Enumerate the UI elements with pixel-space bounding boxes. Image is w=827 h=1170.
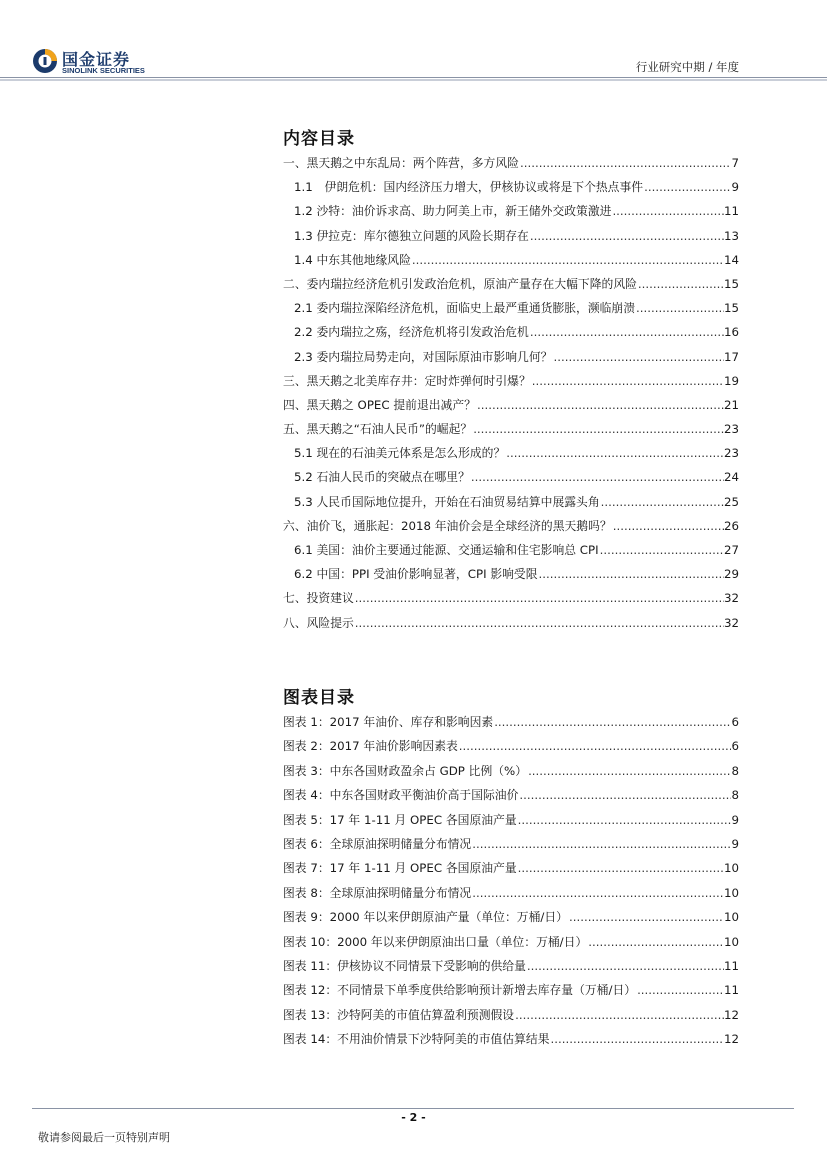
toc-entry[interactable] xyxy=(283,444,739,468)
toc-entry-label: 1.3 伊拉克：库尔德独立问题的风险长期存在 xyxy=(294,228,529,243)
toc-entry-page-number: 23 xyxy=(723,422,739,437)
figure-entry-page-number: 9 xyxy=(731,836,739,851)
dot-leader xyxy=(519,156,732,170)
page-number: - 2 - xyxy=(401,1111,426,1124)
toc-entry-label: 6.2 中国：PPI 受油价影响显著，CPI 影响受限 xyxy=(294,567,538,582)
dot-leader xyxy=(514,1008,724,1022)
toc-entry[interactable] xyxy=(283,348,739,372)
toc-entry-label: 2.2 委内瑞拉之殇，经济危机将引发政治危机 xyxy=(294,325,529,340)
toc-entry[interactable] xyxy=(283,396,739,420)
dot-leader xyxy=(517,861,724,875)
toc-entry[interactable] xyxy=(283,517,739,541)
toc-entry-label: 六、油价飞，通胀起：2018 年油价会是全球经济的黑天鹅吗？ xyxy=(283,518,612,533)
header-divider xyxy=(0,77,827,78)
page-header xyxy=(0,0,827,80)
figure-entry[interactable] xyxy=(283,811,739,835)
figure-entry-label: 图表 8：全球原油探明储量分布情况 xyxy=(283,885,472,900)
dot-leader xyxy=(527,764,731,778)
toc-entry[interactable] xyxy=(283,468,739,492)
toc-entry-page-number: 14 xyxy=(723,252,739,267)
toc-entry-page-number: 25 xyxy=(723,494,739,509)
figure-entry-page-number: 10 xyxy=(723,885,739,900)
toc-entry-label: 6.1 美国：油价主要通过能源、交通运输和住宅影响总 CPI xyxy=(294,543,599,557)
dot-leader xyxy=(471,886,724,900)
toc-entry[interactable] xyxy=(283,275,739,299)
toc-entry[interactable] xyxy=(283,614,739,638)
toc-entry-page-number: 13 xyxy=(723,228,739,243)
toc-entry-page-number: 9 xyxy=(731,180,739,195)
logo-english-name: SINOLINK SECURITIES xyxy=(62,66,145,75)
figure-entry-page-number: 12 xyxy=(723,1007,739,1022)
toc-entry-label: 八、风险提示 xyxy=(283,615,354,630)
dot-leader xyxy=(538,567,724,581)
figure-entry[interactable] xyxy=(283,933,739,957)
toc-entry-label: 四、黑天鹅之 OPEC 提前退出减产？ xyxy=(283,397,476,412)
figure-entry-page-number: 10 xyxy=(723,910,739,925)
figure-entry-page-number: 8 xyxy=(731,763,739,778)
dot-leader xyxy=(587,935,724,949)
toc-entry-page-number: 23 xyxy=(723,446,739,461)
toc-entry[interactable] xyxy=(283,299,739,323)
toc-entry-page-number: 17 xyxy=(723,349,739,364)
figure-entry-label: 图表 9：2000 年以来伊朗原油产量（单位：万桶/日） xyxy=(283,910,568,925)
figure-entry[interactable] xyxy=(283,859,739,883)
figure-entry[interactable] xyxy=(283,908,739,932)
figure-entry[interactable] xyxy=(283,981,739,1005)
dot-leader xyxy=(518,788,731,802)
dot-leader xyxy=(643,180,731,194)
figure-entry-page-number: 11 xyxy=(723,983,739,998)
figure-entry-label: 图表 2：2017 年油价影响因素表 xyxy=(283,739,458,754)
toc-entry-label: 七、投资建议 xyxy=(283,591,354,606)
figure-entry-label: 图表 3：中东各国财政盈余占 GDP 比例（%） xyxy=(283,763,528,778)
sinolink-logo-icon xyxy=(32,48,58,74)
toc-entry-page-number: 16 xyxy=(723,325,739,340)
dot-leader xyxy=(600,495,724,509)
toc-entry-label: 二、委内瑞拉经济危机引发政治危机，原油产量存在大幅下降的风险 xyxy=(283,276,637,291)
dot-leader xyxy=(550,1032,724,1046)
figure-entry-label: 图表 13：沙特阿美的市值估算盈利预测假设 xyxy=(283,1007,515,1022)
figure-entry[interactable] xyxy=(283,762,739,786)
dot-leader xyxy=(526,959,724,973)
toc-entry-page-number: 11 xyxy=(723,204,739,219)
toc-entry[interactable] xyxy=(283,372,739,396)
toc-entry-page-number: 29 xyxy=(723,567,739,582)
figures-title: 图表目录 xyxy=(283,688,355,708)
figure-entry-page-number: 10 xyxy=(723,861,739,876)
toc-entry[interactable] xyxy=(283,493,739,517)
toc-entry[interactable] xyxy=(283,178,739,202)
figure-entry-label: 图表 10：2000 年以来伊朗原油出口量（单位：万桶/日） xyxy=(283,934,588,949)
figure-entry-page-number: 11 xyxy=(723,958,739,973)
toc-entry-label: 一、黑天鹅之中东乱局：两个阵营，多方风险 xyxy=(283,156,519,170)
toc-entry[interactable] xyxy=(283,541,739,565)
dot-leader xyxy=(505,446,724,460)
dot-leader xyxy=(612,519,724,533)
toc-entry-page-number: 32 xyxy=(723,615,739,630)
dot-leader xyxy=(611,204,724,218)
toc-entry-page-number: 21 xyxy=(723,397,739,412)
toc-entry-page-number: 15 xyxy=(723,276,739,291)
toc-entry-label: 五、黑天鹅之“石油人民币”的崛起？ xyxy=(283,422,473,437)
figure-entry-label: 图表 14：不用油价情景下沙特阿美的市值估算结果 xyxy=(283,1032,550,1047)
disclaimer-note: 敬请参阅最后一页特别声明 xyxy=(38,1131,170,1144)
figure-entry-page-number: 9 xyxy=(731,812,739,827)
dot-leader xyxy=(637,277,724,291)
figure-entry[interactable] xyxy=(283,713,739,737)
figure-entry-page-number: 6 xyxy=(731,739,739,754)
list-of-figures xyxy=(283,713,739,1054)
toc-entry-label: 5.3 人民币国际地位提升，开始在石油贸易结算中展露头角 xyxy=(294,494,600,509)
toc-entry-label: 2.1 委内瑞拉深陷经济危机，面临史上最严重通货膨胀，濒临崩溃 xyxy=(294,301,636,316)
dot-leader xyxy=(472,422,724,436)
toc-entry-label: 三、黑天鹅之北美库存井：定时炸弹何时引爆？ xyxy=(283,373,531,388)
dot-leader xyxy=(411,253,724,267)
figure-entry-page-number: 6 xyxy=(731,715,739,729)
figure-entry-label: 图表 5：17 年 1-11 月 OPEC 各国原油产量 xyxy=(283,812,517,827)
figure-entry-label: 图表 4：中东各国财政平衡油价高于国际油价 xyxy=(283,788,519,803)
figure-entry-label: 图表 6：全球原油探明储量分布情况 xyxy=(283,836,472,851)
dot-leader xyxy=(529,325,724,339)
dot-leader xyxy=(635,301,724,315)
header-divider-shadow xyxy=(0,79,827,81)
dot-leader xyxy=(529,229,724,243)
toc-entry-page-number: 19 xyxy=(723,373,739,388)
toc-entry[interactable] xyxy=(283,420,739,444)
dot-leader xyxy=(517,813,732,827)
dot-leader xyxy=(476,398,724,412)
toc-entry[interactable] xyxy=(283,227,739,251)
toc-entry[interactable] xyxy=(283,589,739,613)
dot-leader xyxy=(636,983,724,997)
toc-entry-label: 5.1 现在的石油美元体系是怎么形成的？ xyxy=(294,446,506,461)
dot-leader xyxy=(471,837,731,851)
dot-leader xyxy=(568,910,724,924)
figure-entry[interactable] xyxy=(283,884,739,908)
toc-entry-page-number: 24 xyxy=(723,470,739,485)
toc-entry-page-number: 7 xyxy=(731,156,739,170)
toc-entry-page-number: 32 xyxy=(723,591,739,606)
footer-divider xyxy=(32,1108,794,1109)
toc-entry-label: 1.2 沙特：油价诉求高、助力阿美上市，新王储外交政策激进 xyxy=(294,204,612,219)
figure-entry[interactable] xyxy=(283,737,739,761)
dot-leader xyxy=(470,470,724,484)
company-logo xyxy=(32,46,182,78)
report-type-label: 行业研究中期 / 年度 xyxy=(635,60,739,74)
dot-leader xyxy=(354,591,724,605)
dot-leader xyxy=(599,543,724,557)
figure-entry-page-number: 10 xyxy=(723,934,739,949)
figure-entry[interactable] xyxy=(283,835,739,859)
table-of-contents xyxy=(283,154,739,638)
toc-entry[interactable] xyxy=(283,251,739,275)
figure-entry-label: 图表 1：2017 年油价、库存和影响因素 xyxy=(283,715,494,729)
figure-entry-label: 图表 7：17 年 1-11 月 OPEC 各国原油产量 xyxy=(283,861,517,876)
figure-entry-page-number: 12 xyxy=(723,1032,739,1047)
toc-entry-page-number: 15 xyxy=(723,301,739,316)
dot-leader xyxy=(354,616,724,630)
dot-leader xyxy=(458,739,732,753)
toc-entry[interactable] xyxy=(283,323,739,347)
toc-title: 内容目录 xyxy=(283,129,355,149)
figure-entry-page-number: 8 xyxy=(731,788,739,803)
toc-entry[interactable] xyxy=(283,202,739,226)
figure-entry[interactable] xyxy=(283,1006,739,1030)
toc-entry-page-number: 27 xyxy=(723,543,739,557)
toc-entry-label: 1.4 中东其他地缘风险 xyxy=(294,252,411,267)
toc-entry[interactable] xyxy=(283,565,739,589)
dot-leader xyxy=(531,374,724,388)
figure-entry-label: 图表 11：伊核协议不同情景下受影响的供给量 xyxy=(283,958,526,973)
toc-entry-label: 2.3 委内瑞拉局势走向，对国际原油市影响几何？ xyxy=(294,349,553,364)
logo-chinese-name: 国金证券 xyxy=(62,50,131,69)
figure-entry-label: 图表 12：不同情景下单季度供给影响预计新增去库存量（万桶/日） xyxy=(283,983,637,998)
figure-entry[interactable] xyxy=(283,786,739,810)
figure-entry[interactable] xyxy=(283,957,739,981)
toc-entry[interactable] xyxy=(283,154,739,178)
toc-entry-label: 1.1 伊朗危机：国内经济压力增大，伊核协议或将是下个热点事件 xyxy=(294,180,644,195)
toc-entry-page-number: 26 xyxy=(723,518,739,533)
toc-entry-label: 5.2 石油人民币的突破点在哪里？ xyxy=(294,470,470,485)
dot-leader xyxy=(493,715,731,729)
dot-leader xyxy=(552,350,724,364)
figure-entry[interactable] xyxy=(283,1030,739,1054)
